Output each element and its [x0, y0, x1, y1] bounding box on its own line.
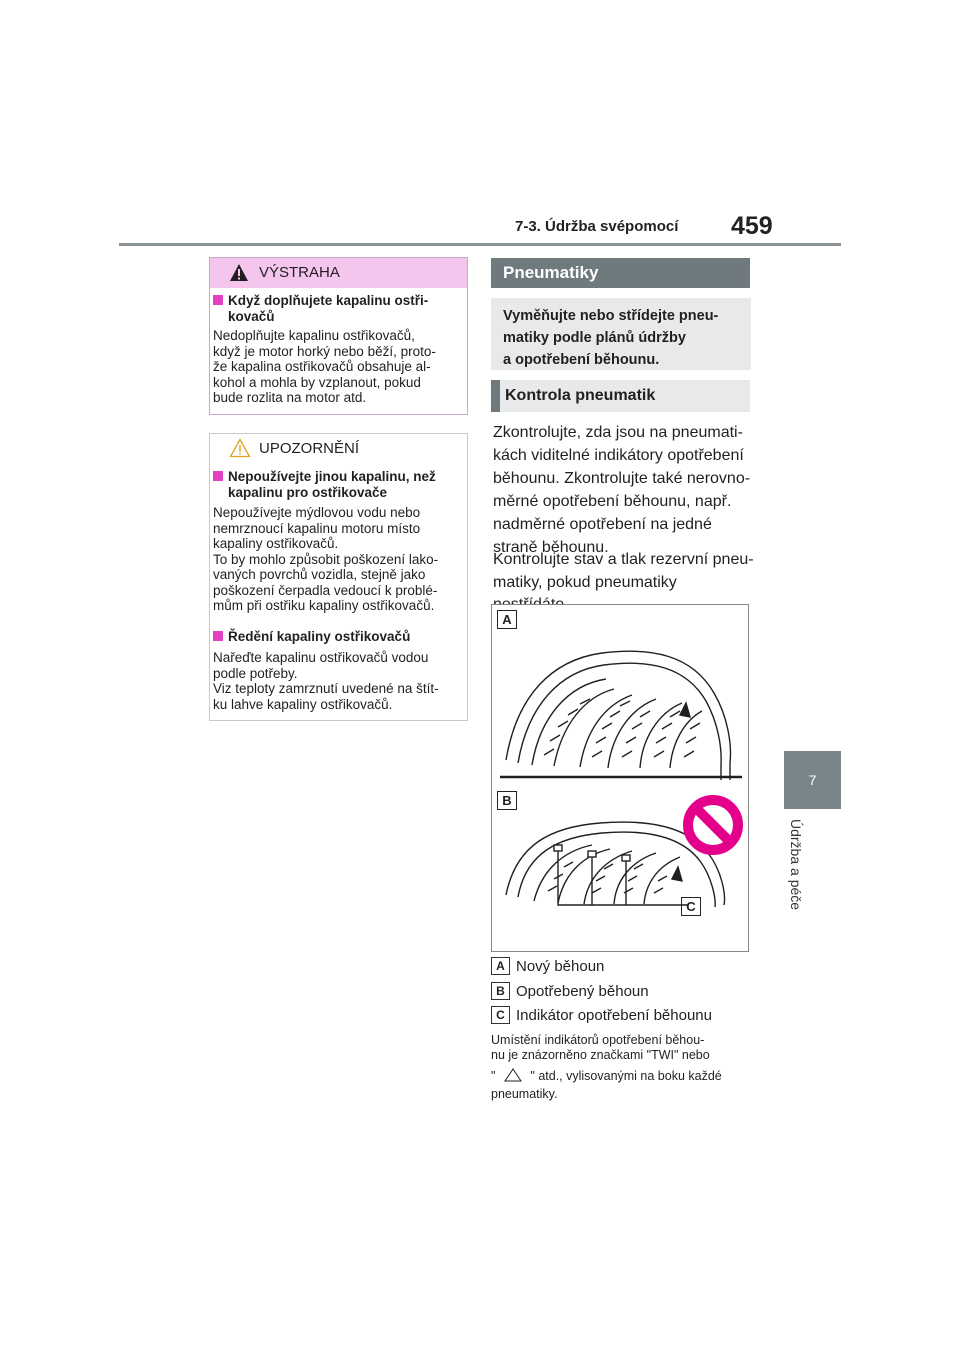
- note-line3-pre: ": [491, 1069, 496, 1083]
- bullet-square-icon: [213, 471, 223, 481]
- note-line2: nu je znázorněno značkami "TWI" nebo: [491, 1048, 710, 1062]
- warning-heading: VÝSTRAHA: [259, 264, 340, 281]
- caution-item1-title-line2: kapalinu pro ostřikovače: [228, 485, 388, 500]
- para1-line: běhounu. Zkontrolujte také nerovno-: [493, 470, 751, 487]
- caution-heading: UPOZORNĚNÍ: [259, 440, 360, 457]
- legend-item-a: [491, 957, 604, 977]
- warning-item-title: [213, 293, 428, 325]
- tire-wear-figure: [491, 604, 749, 952]
- warning-triangle-icon: [229, 263, 249, 282]
- caution-header: [210, 434, 467, 464]
- legend-key-a: A: [491, 957, 510, 975]
- caution-item2-title: [213, 629, 410, 645]
- legend-text-c: Indikátor opotřebení běhounu: [516, 1007, 712, 1024]
- para1-line: kách viditelné indikátory opotřebení: [493, 447, 744, 464]
- caution-box: [209, 433, 468, 721]
- note-line4: pneumatiky.: [491, 1087, 558, 1101]
- caution-item2-title-text: Ředění kapaliny ostřikovačů: [228, 629, 411, 644]
- warning-text: Nedoplňujte kapalinu ostřikovačů, když je motor horký nebo běží, proto- že kapalina ostřikovačů obsahuje al- kohol a mohla by vzplanout, pokud bude rozlita na motor atd.: [213, 328, 436, 405]
- intro-line1: Vyměňujte nebo střídejte pneu-: [503, 308, 719, 324]
- intro-line2: matiky podle plánů údržby: [503, 330, 686, 346]
- intro-line3: a opotřebení běhounu.: [503, 352, 660, 368]
- para1-line: měrné opotřebení běhounu, např.: [493, 493, 732, 510]
- caution-item1-text: Nepoužívejte mýdlovou vodu nebo nemrznoucí kapalinu motoru místo kapaliny ostřikovačů. To by mohlo způsobit poškození lako- vaných povrchů vozidla, stejně jako poškození čerpadla vedoucí k problé- mům při ostřiku kapaliny ostřikovačů.: [213, 505, 439, 613]
- para2-line: matiky, pokud pneumatiky: [493, 574, 677, 591]
- page-number: 459: [731, 212, 773, 240]
- tire-drawing: [492, 605, 748, 951]
- figure-label-a: A: [497, 610, 517, 629]
- intro-box: [491, 298, 751, 370]
- legend-key-b: B: [491, 982, 510, 1000]
- caution-item2-text: Nařeďte kapalinu ostřikovačů vodou podle potřeby. Viz teploty zamrznutí uvedené na štít- ku lahve kapaliny ostřikovačů.: [213, 650, 439, 712]
- twi-note: [491, 1033, 753, 1102]
- legend-text-a: Nový běhoun: [516, 958, 605, 975]
- new-tread-tire: [506, 651, 730, 780]
- subheading: Kontrola pneumatik: [491, 380, 750, 412]
- caution-item1-title: [213, 469, 436, 501]
- warning-title-line1: Když doplňujete kapalinu ostři-: [228, 293, 429, 308]
- note-line1: Umístění indikátorů opotřebení běhou-: [491, 1033, 705, 1047]
- warning-box: [209, 257, 468, 415]
- figure-label-c: C: [681, 897, 701, 916]
- para1-line: Zkontrolujte, zda jsou na pneumati-: [493, 424, 743, 441]
- warning-header: [210, 258, 467, 288]
- paragraph-1: [493, 422, 755, 559]
- chapter-side-label-text: Údržba a péče: [788, 819, 804, 911]
- legend-text-b: Opotřebený běhoun: [516, 983, 649, 1000]
- bullet-square-icon: [213, 631, 223, 641]
- chapter-side-label: [780, 815, 808, 925]
- triangle-mark-icon: [503, 1068, 523, 1082]
- note-line3: [491, 1068, 753, 1084]
- para1-line: nadměrné opotřebení na jedné: [493, 516, 712, 533]
- section-title-bar: Pneumatiky: [491, 258, 750, 288]
- note-line3-post: " atd., vylisovanými na boku každé: [530, 1069, 722, 1083]
- legend-item-b: [491, 982, 649, 1002]
- prohibited-icon: [688, 800, 738, 850]
- para1-line: straně běhounu.: [493, 539, 609, 556]
- para2-line: Kontrolujte stav a tlak rezervní pneu-: [493, 551, 754, 568]
- caution-triangle-icon: [229, 438, 251, 458]
- legend-key-c: C: [491, 1006, 510, 1024]
- running-header-section: 7-3. Údržba svépomocí: [515, 218, 679, 235]
- bullet-square-icon: [213, 295, 223, 305]
- figure-label-b: B: [497, 791, 517, 810]
- header-rule: [119, 243, 841, 246]
- chapter-tab: 7: [784, 751, 841, 809]
- caution-item1-title-line1: Nepoužívejte jinou kapalinu, než: [228, 469, 436, 484]
- warning-title-line2: kovačů: [228, 309, 275, 324]
- legend-item-c: [491, 1006, 712, 1026]
